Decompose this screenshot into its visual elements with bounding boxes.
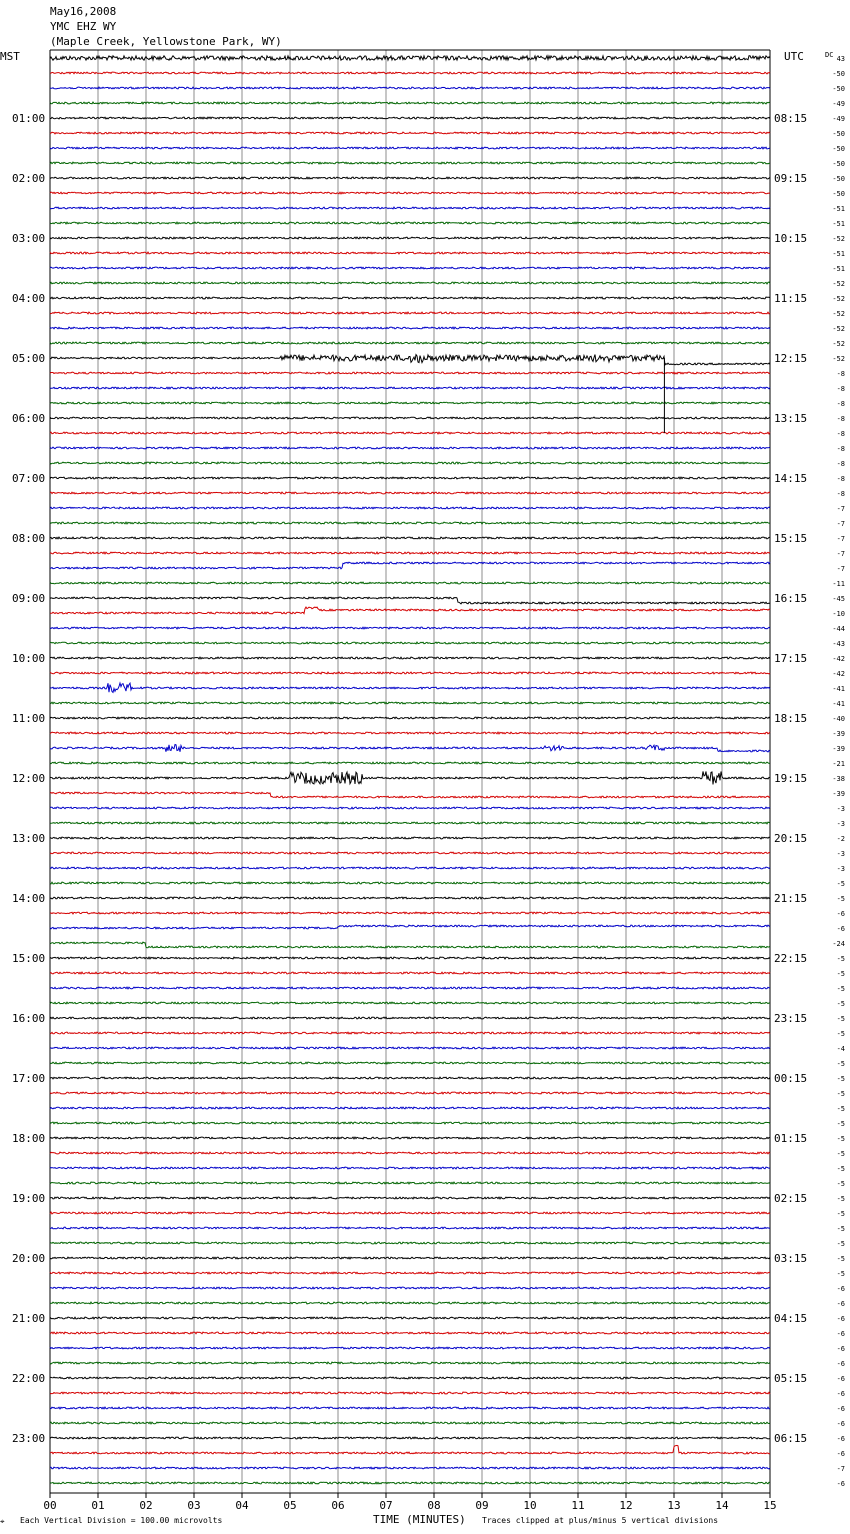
- trace-row: [50, 1445, 770, 1454]
- right-hour-label: 19:15: [774, 772, 808, 785]
- trace-row: [50, 1032, 770, 1034]
- dc-offset-label: -7: [836, 550, 845, 558]
- dc-offset-label: -5: [836, 1255, 845, 1263]
- left-hour-label: 02:00: [12, 172, 46, 185]
- dc-offset-label: -8: [836, 430, 845, 438]
- dc-offset-label: -5: [836, 1000, 845, 1008]
- x-tick-label: 11: [571, 1499, 585, 1512]
- dc-offset-label: -52: [832, 340, 845, 348]
- trace-row: [50, 972, 770, 974]
- trace-row: [50, 87, 770, 89]
- dc-offset-label: -6: [836, 910, 845, 918]
- dc-offset-label: -5: [836, 1090, 845, 1098]
- dc-offset-label: -6: [836, 1300, 845, 1308]
- trace-row: [50, 562, 770, 569]
- dc-offset-label: -6: [836, 1315, 845, 1323]
- dc-offset-label: -50: [832, 160, 845, 168]
- right-hour-label: 09:15: [774, 172, 808, 185]
- x-tick-label: 01: [91, 1499, 105, 1512]
- trace-row: [50, 327, 770, 329]
- right-hour-label: 22:15: [774, 952, 808, 965]
- dc-offset-label: -7: [836, 565, 845, 573]
- dc-offset-label: -52: [832, 235, 845, 243]
- left-hour-label: 01:00: [12, 112, 46, 125]
- dc-offset-label: -2: [836, 835, 845, 843]
- dc-header-label: DC: [825, 51, 834, 59]
- label-group: [12, 55, 845, 1512]
- trace-row: [50, 1167, 770, 1169]
- trace-row: [50, 462, 770, 464]
- dc-offset-label: -50: [832, 70, 845, 78]
- dc-offset-label: -51: [832, 265, 845, 273]
- trace-row: [50, 132, 770, 134]
- trace-row: [50, 771, 770, 784]
- trace-row: [50, 237, 770, 239]
- trace-row: [50, 297, 770, 299]
- trace-row: [50, 387, 770, 389]
- right-hour-label: 23:15: [774, 1012, 808, 1025]
- right-hour-label: 15:15: [774, 532, 808, 545]
- x-tick-label: 10: [523, 1499, 537, 1512]
- x-tick-label: 00: [43, 1499, 57, 1512]
- trace-row: [50, 417, 770, 419]
- trace-row: [50, 147, 770, 149]
- trace-row: [50, 522, 770, 524]
- trace-row: [50, 822, 770, 824]
- trace-row: [50, 807, 770, 809]
- x-tick-label: 06: [331, 1499, 345, 1512]
- left-hour-label: 10:00: [12, 652, 46, 665]
- dc-offset-label: -42: [832, 655, 845, 663]
- right-timezone-label: UTC: [784, 50, 804, 63]
- left-hour-label: 18:00: [12, 1132, 46, 1145]
- trace-row: [50, 745, 770, 752]
- trace-row: [50, 492, 770, 494]
- dc-offset-label: -11: [832, 580, 845, 588]
- trace-row: [50, 252, 770, 254]
- trace-row: [50, 1272, 770, 1274]
- trace-row: [50, 267, 770, 269]
- trace-row: [50, 882, 770, 884]
- left-hour-label: 17:00: [12, 1072, 46, 1085]
- dc-offset-label: -5: [836, 955, 845, 963]
- dc-offset-label: -3: [836, 805, 845, 813]
- dc-offset-label: -39: [832, 730, 845, 738]
- trace-row: [50, 1407, 770, 1409]
- dc-offset-label: -42: [832, 670, 845, 678]
- right-hour-label: 18:15: [774, 712, 808, 725]
- dc-offset-label: -45: [832, 595, 845, 603]
- dc-offset-label: -6: [836, 1375, 845, 1383]
- trace-row: [50, 1212, 770, 1214]
- dc-offset-label: -50: [832, 145, 845, 153]
- trace-row: [50, 507, 770, 509]
- trace-row: [50, 1422, 770, 1424]
- right-hour-label: 02:15: [774, 1192, 808, 1205]
- trace-row: [50, 372, 770, 374]
- dc-offset-label: -49: [832, 100, 845, 108]
- dc-offset-label: -5: [836, 1135, 845, 1143]
- left-hour-label: 22:00: [12, 1372, 46, 1385]
- left-hour-label: 08:00: [12, 532, 46, 545]
- dc-offset-label: -50: [832, 190, 845, 198]
- dc-offset-label: -50: [832, 85, 845, 93]
- dc-offset-label: -5: [836, 1060, 845, 1068]
- trace-row: [50, 762, 770, 764]
- right-hour-label: 13:15: [774, 412, 808, 425]
- x-tick-label: 13: [667, 1499, 681, 1512]
- trace-row: [50, 987, 770, 989]
- trace-row: [50, 1002, 770, 1004]
- right-hour-label: 16:15: [774, 592, 808, 605]
- dc-offset-label: -6: [836, 1345, 845, 1353]
- trace-row: [50, 912, 770, 914]
- trace-row: [50, 447, 770, 449]
- x-axis-title: TIME (MINUTES): [373, 1513, 466, 1526]
- trace-row: [50, 672, 770, 674]
- trace-row: [50, 1227, 770, 1229]
- left-hour-label: 04:00: [12, 292, 46, 305]
- dc-offset-label: -8: [836, 370, 845, 378]
- trace-row: [50, 1287, 770, 1289]
- trace-row: [50, 1122, 770, 1124]
- dc-offset-label: -5: [836, 1030, 845, 1038]
- minute-grid: [50, 50, 770, 1498]
- trace-row: [50, 56, 770, 60]
- dc-offset-label: -41: [832, 700, 845, 708]
- trace-row: [50, 432, 770, 434]
- dc-offset-label: -6: [836, 1405, 845, 1413]
- dc-offset-label: -8: [836, 475, 845, 483]
- trace-row: [50, 1437, 770, 1439]
- left-hour-label: 13:00: [12, 832, 46, 845]
- dc-offset-label: -5: [836, 1075, 845, 1083]
- left-hour-label: 12:00: [12, 772, 46, 785]
- dc-offset-label: -51: [832, 250, 845, 258]
- dc-offset-label: -24: [832, 940, 845, 948]
- trace-row: [50, 1092, 770, 1094]
- trace-row: [50, 792, 770, 798]
- dc-offset-label: -3: [836, 850, 845, 858]
- trace-row: [50, 717, 770, 719]
- dc-offset-label: -50: [832, 130, 845, 138]
- trace-row: [50, 1332, 770, 1334]
- dc-offset-label: -39: [832, 790, 845, 798]
- dc-offset-label: -7: [836, 1465, 845, 1473]
- dc-offset-label: -5: [836, 1150, 845, 1158]
- left-hour-label: 16:00: [12, 1012, 46, 1025]
- station-date: May16,2008: [50, 5, 117, 18]
- dc-offset-label: -50: [832, 175, 845, 183]
- dc-offset-label: -5: [836, 1165, 845, 1173]
- trace-row: [50, 162, 770, 164]
- dc-offset-label: -10: [832, 610, 845, 618]
- dc-offset-label: -51: [832, 205, 845, 213]
- dc-offset-label: -5: [836, 970, 845, 978]
- dc-offset-label: -6: [836, 1435, 845, 1443]
- x-tick-label: 04: [235, 1499, 249, 1512]
- dc-offset-label: -52: [832, 325, 845, 333]
- left-hour-label: 11:00: [12, 712, 46, 725]
- dc-offset-label: -6: [836, 1285, 845, 1293]
- dc-offset-label: -5: [836, 1270, 845, 1278]
- trace-row: [50, 1152, 770, 1154]
- trace-row: [50, 1302, 770, 1304]
- left-hour-label: 07:00: [12, 472, 46, 485]
- trace-row: [50, 897, 770, 899]
- trace-row: [50, 117, 770, 119]
- trace-row: [50, 537, 770, 539]
- x-tick-label: 14: [715, 1499, 729, 1512]
- dc-offset-label: -6: [836, 1330, 845, 1338]
- left-timezone-label: MST: [0, 50, 20, 63]
- x-tick-label: 15: [763, 1499, 777, 1512]
- right-hour-label: 20:15: [774, 832, 808, 845]
- trace-row: [50, 1347, 770, 1349]
- dc-offset-label: -51: [832, 220, 845, 228]
- trace-row: [50, 1197, 770, 1199]
- right-hour-label: 14:15: [774, 472, 808, 485]
- scale-note: Each Vertical Division = 100.00 microvolts: [20, 1516, 223, 1525]
- trace-row: [50, 852, 770, 854]
- left-hour-label: 23:00: [12, 1432, 46, 1445]
- dc-offset-label: -5: [836, 880, 845, 888]
- right-hour-label: 06:15: [774, 1432, 808, 1445]
- dc-offset-label: -5: [836, 1015, 845, 1023]
- dc-offset-label: -52: [832, 280, 845, 288]
- station-code: YMC EHZ WY: [50, 20, 117, 33]
- trace-row: [50, 607, 770, 614]
- trace-row: [50, 837, 770, 839]
- right-hour-label: 01:15: [774, 1132, 808, 1145]
- trace-row: [50, 207, 770, 209]
- dc-offset-label: -39: [832, 745, 845, 753]
- trace-row: [50, 582, 770, 584]
- left-hour-label: 03:00: [12, 232, 46, 245]
- trace-row: [50, 627, 770, 629]
- dc-offset-label: -3: [836, 865, 845, 873]
- trace-row: [50, 1482, 770, 1484]
- dc-offset-label: -21: [832, 760, 845, 768]
- trace-row: [50, 192, 770, 194]
- trace-row: [50, 477, 770, 479]
- dc-offset-label: -5: [836, 1180, 845, 1188]
- trace-row: [50, 1257, 770, 1259]
- dc-offset-label: -5: [836, 1240, 845, 1248]
- dc-offset-label: -6: [836, 1360, 845, 1368]
- dc-offset-label: -44: [832, 625, 845, 633]
- x-tick-label: 07: [379, 1499, 393, 1512]
- dc-offset-label: -5: [836, 1105, 845, 1113]
- dc-offset-label: -7: [836, 505, 845, 513]
- x-tick-label: 03: [187, 1499, 201, 1512]
- dc-offset-label: -5: [836, 1210, 845, 1218]
- dc-offset-label: -41: [832, 685, 845, 693]
- scale-mark-icon: ⌖: [0, 1517, 5, 1526]
- trace-row: [50, 683, 770, 692]
- dc-offset-label: -3: [836, 820, 845, 828]
- dc-offset-label: -8: [836, 385, 845, 393]
- trace-row: [50, 1062, 770, 1064]
- x-tick-label: 09: [475, 1499, 489, 1512]
- left-hour-label: 19:00: [12, 1192, 46, 1205]
- dc-offset-label: -4: [836, 1045, 845, 1053]
- dc-offset-label: -5: [836, 895, 845, 903]
- right-hour-label: 04:15: [774, 1312, 808, 1325]
- dc-offset-label: -8: [836, 490, 845, 498]
- dc-offset-label: -7: [836, 535, 845, 543]
- trace-row: [50, 597, 770, 604]
- dc-offset-label: -52: [832, 310, 845, 318]
- dc-offset-label: -6: [836, 1450, 845, 1458]
- dc-offset-label: -8: [836, 400, 845, 408]
- trace-row: [50, 72, 770, 74]
- trace-row: [50, 1242, 770, 1244]
- dc-offset-label: -52: [832, 355, 845, 363]
- left-hour-label: 20:00: [12, 1252, 46, 1265]
- x-tick-label: 02: [139, 1499, 153, 1512]
- dc-offset-label: -52: [832, 295, 845, 303]
- trace-row: [50, 942, 770, 948]
- trace-row: [50, 282, 770, 284]
- trace-row: [50, 1137, 770, 1139]
- trace-row: [50, 222, 770, 224]
- trace-row: [50, 312, 770, 314]
- dc-offset-label: -38: [832, 775, 845, 783]
- right-hour-label: 05:15: [774, 1372, 808, 1385]
- trace-row: [50, 1467, 770, 1469]
- dc-offset-label: -40: [832, 715, 845, 723]
- trace-row: [50, 1362, 770, 1364]
- dc-offset-label: -5: [836, 1120, 845, 1128]
- trace-row: [50, 867, 770, 869]
- dc-offset-label: 43: [836, 55, 845, 63]
- clip-note: Traces clipped at plus/minus 5 vertical divisions: [482, 1516, 719, 1525]
- trace-row: [50, 657, 770, 659]
- right-hour-label: 17:15: [774, 652, 808, 665]
- dc-offset-label: -6: [836, 1390, 845, 1398]
- left-hour-label: 05:00: [12, 352, 46, 365]
- trace-row: [50, 1017, 770, 1019]
- x-tick-label: 05: [283, 1499, 297, 1512]
- trace-group: [50, 56, 770, 1484]
- trace-row: [50, 732, 770, 734]
- trace-row: [50, 1317, 770, 1319]
- trace-row: [50, 102, 770, 104]
- trace-row: [50, 355, 770, 365]
- trace-row: [50, 702, 770, 704]
- trace-row: [50, 1077, 770, 1079]
- left-hour-label: 15:00: [12, 952, 46, 965]
- right-hour-label: 00:15: [774, 1072, 808, 1085]
- trace-row: [50, 1107, 770, 1109]
- trace-row: [50, 1392, 770, 1394]
- right-hour-label: 03:15: [774, 1252, 808, 1265]
- left-hour-label: 21:00: [12, 1312, 46, 1325]
- trace-row: [50, 1182, 770, 1184]
- left-hour-label: 09:00: [12, 592, 46, 605]
- right-hour-label: 08:15: [774, 112, 808, 125]
- dc-offset-label: -5: [836, 1195, 845, 1203]
- trace-row: [50, 342, 770, 344]
- x-tick-label: 12: [619, 1499, 633, 1512]
- trace-row: [50, 402, 770, 404]
- dc-offset-label: -6: [836, 1420, 845, 1428]
- right-hour-label: 10:15: [774, 232, 808, 245]
- trace-row: [50, 957, 770, 959]
- trace-row: [50, 552, 770, 554]
- station-location: (Maple Creek, Yellowstone Park, WY): [50, 35, 282, 48]
- right-hour-label: 12:15: [774, 352, 808, 365]
- x-tick-label: 08: [427, 1499, 441, 1512]
- trace-row: [50, 642, 770, 644]
- right-hour-label: 21:15: [774, 892, 808, 905]
- dc-offset-label: -6: [836, 925, 845, 933]
- trace-row: [50, 1377, 770, 1379]
- dc-offset-label: -8: [836, 415, 845, 423]
- left-hour-label: 14:00: [12, 892, 46, 905]
- dc-offset-label: -49: [832, 115, 845, 123]
- dc-offset-label: -5: [836, 985, 845, 993]
- trace-row: [50, 925, 770, 929]
- left-hour-label: 06:00: [12, 412, 46, 425]
- dc-offset-label: -7: [836, 520, 845, 528]
- dc-offset-label: -5: [836, 1225, 845, 1233]
- dc-offset-label: -6: [836, 1480, 845, 1488]
- right-hour-label: 11:15: [774, 292, 808, 305]
- dc-offset-label: -8: [836, 460, 845, 468]
- trace-row: [50, 1047, 770, 1049]
- trace-row: [50, 177, 770, 179]
- dc-offset-label: -8: [836, 445, 845, 453]
- dc-offset-label: -43: [832, 640, 845, 648]
